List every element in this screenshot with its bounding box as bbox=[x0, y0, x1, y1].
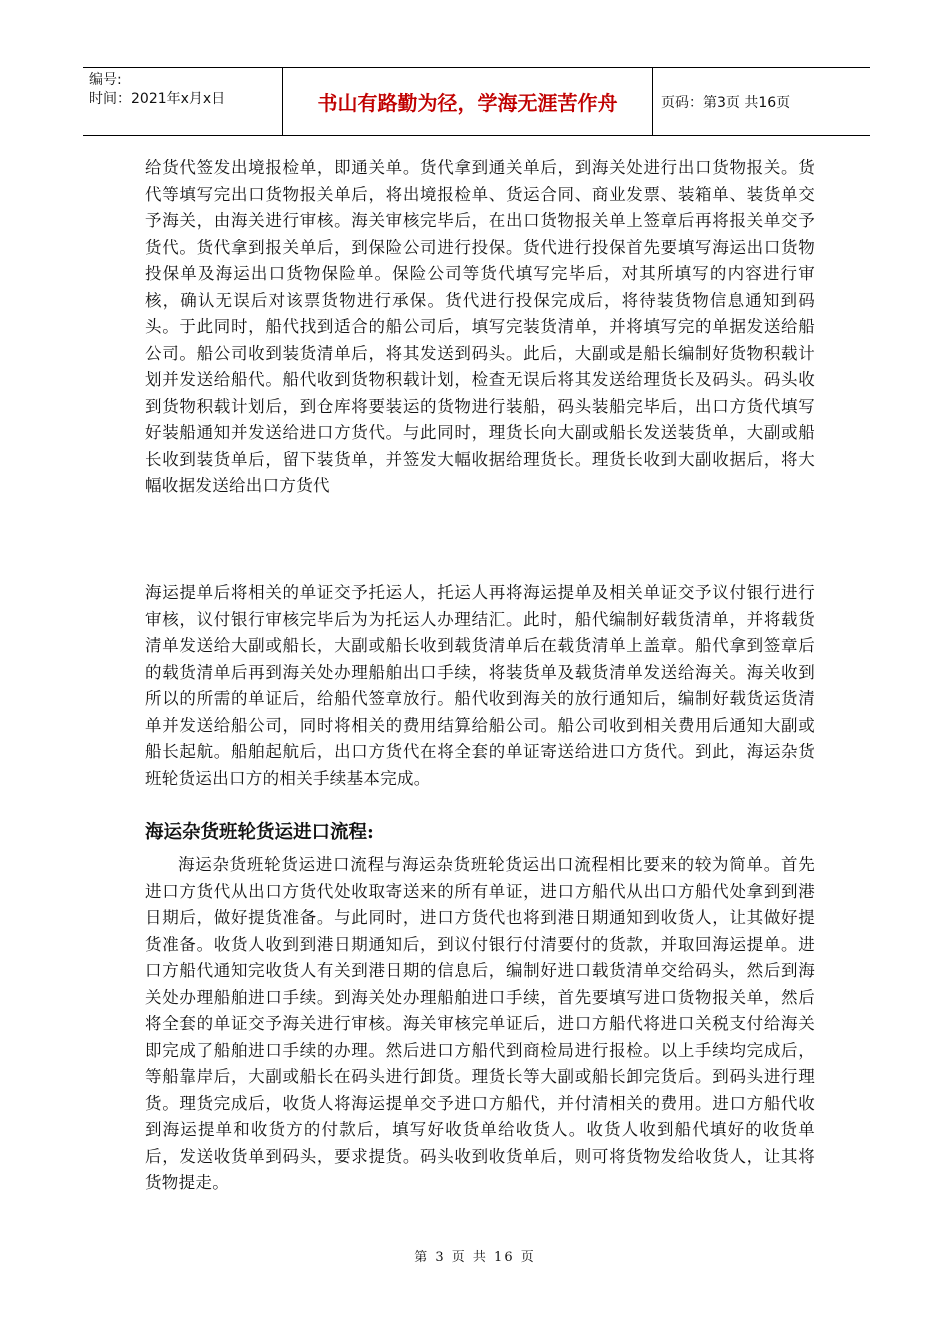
paragraph-import bbox=[145, 852, 815, 1197]
paragraph-export-2 bbox=[145, 580, 815, 792]
body-paragraph: 海运杂货班轮货运进口流程与海运杂货班轮货运出口流程相比要来的较为简单。首先进口方货代从出口方货代处收取寄送来的所有单证，进口方船代从出口方船代处拿到到港日期后，做好提货准备。与此同时，进口方货代也将到港日期通知到收货人，让其做好提货准备。收货人收到到港日期通知后，到议付银行付清要付的货款，并取回海运提单。进口方船代通知完收货人有关到港日期的信息后，编制好进口载货清单交给码头，然后到海关处办理船舶进口手续。到海关处办理船舶进口手续，首先要填写进口货物报关单，然后将全套的单证交予海关进行审核。海关审核完单证后，进口方船代将进口关税支付给海关即完成了船舶进口手续的办理。然后进口方船代到商检局进行报检。以上手续均完成后，等船靠岸后，大副或船长在码头进行卸货。理货长等大副或船长卸完货后。到码头进行理货。理货完成后，收货人将海运提单交予进口方船代，并付清相关的费用。进口方船代收到海运提单和收货方的付款后，填写好收货单给收货人。收货人收到船代填好的收货单后，发送收货单到码头，要求提货。码头收到收货单后，则可将货物发给收货人，让其将货物提走。 bbox=[145, 855, 815, 1192]
body-paragraph: 给货代签发出境报检单，即通关单。货代拿到通关单后，到海关处进行出口货物报关。货代等填写完出口货物报关单后，将出境报检单、货运合同、商业发票、装箱单、装货单交予海关，由海关进行审核。海关审核完毕后，在出口货物报关单上签章后再将报关单交予货代。货代拿到报关单后，到保险公司进行投保。货代进行投保首先要填写海运出口货物投保单及海运出口货物保险单。保险公司等货代填写完毕后，对其所填写的内容进行审核，确认无误后对该票货物进行承保。货代进行投保完成后，将待装货物信息通知到码头。于此同时，船代找到适合的船公司后，填写完装货清单，并将填写完的单据发送给船公司。船公司收到装货清单后，将其发送到码头。此后，大副或是船长编制好货物积载计划并发送给船代。船代收到货物积载计划，检查无误后将其发送给理货长及码头。码头收到货物积载计划后，到仓库将要装运的货物进行装船，码头装船完毕后，出口方货代填写好装船通知并发送给进口方货代。与此同时，理货长向大副或船长发送装货单，大副或船长收到装货单后，留下装货单，并签发大幅收据给理货长。理货长收到大副收据后，将大幅收据发送给出口方货代 bbox=[145, 158, 815, 495]
header-meta bbox=[83, 68, 283, 135]
time-label: 时间：2021年x月x日 bbox=[89, 91, 226, 107]
body-paragraph: 海运提单后将相关的单证交予托运人，托运人再将海运提单及相关单证交予议付银行进行审核，议付银行审核完毕后为为托运人办理结汇。此时，船代编制好载货清单，并将载货清单发送给大副或船长，大副或船长收到载货清单后在载货清单上盖章。船代拿到签章后的载货清单后再到海关处办理船舶出口手续，将装货单及载货清单发送给海关。海关收到所以的所需的单证后，给船代签章放行。船代收到海关的放行通知后，编制好载货运货清单并发送给船公司，同时将相关的费用结算给船公司。船公司收到相关费用后通知大副或船长起航。船舶起航后，出口方货代在将全套的单证寄送给进口方货代。到此，海运杂货班轮货运出口方的相关手续基本完成。 bbox=[145, 583, 815, 788]
header-motto: 书山有路勤为径，学海无涯苦作舟 bbox=[283, 68, 653, 135]
page-header bbox=[83, 67, 870, 136]
section-heading-import: 海运杂货班轮货运进口流程: bbox=[145, 822, 374, 843]
paragraph-export-1 bbox=[145, 155, 815, 500]
number-label: 编号: bbox=[89, 72, 122, 88]
header-page-label: 页码：第3页 共16页 bbox=[661, 94, 791, 111]
page-footer: 第 3 页 共 16 页 bbox=[414, 1250, 536, 1265]
